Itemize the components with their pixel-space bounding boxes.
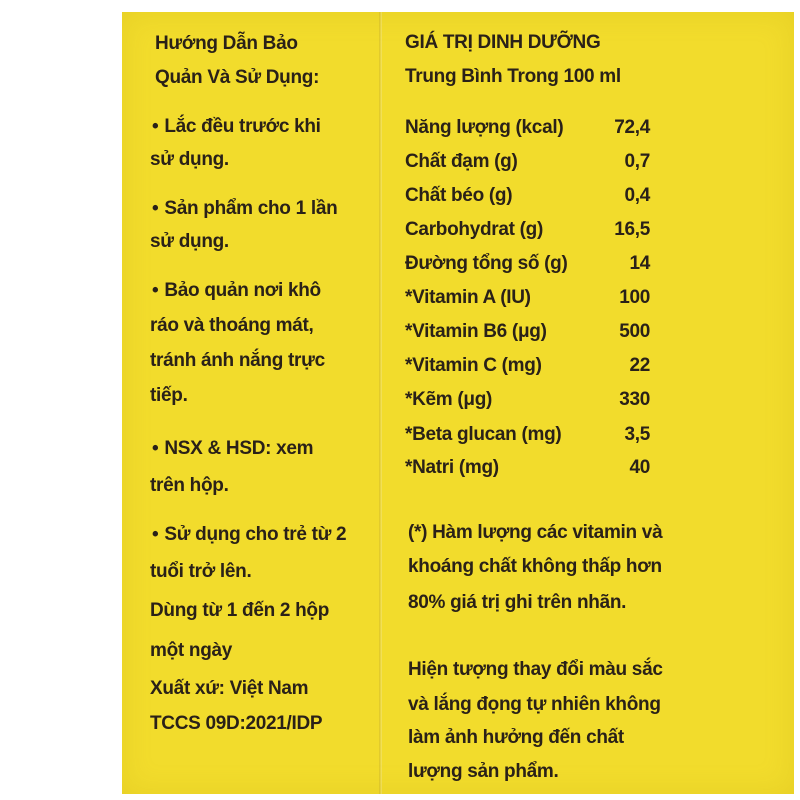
nutrient-value: 72,4: [614, 117, 650, 138]
notice-line3: làm ảnh hưởng đến chất: [408, 727, 624, 748]
nutrition-title: GIÁ TRỊ DINH DƯỠNG: [405, 32, 601, 53]
instruction-4-line2: trên hộp.: [150, 475, 229, 496]
instruction-1-line2: sử dụng.: [150, 149, 229, 170]
instruction-4-line1: • NSX & HSD: xem: [152, 437, 313, 461]
nutrient-name: *Beta glucan (mg): [405, 424, 562, 445]
dosage-line1: Dùng từ 1 đến 2 hộp: [150, 600, 330, 621]
nutrient-value: 16,5: [614, 219, 650, 240]
nutrient-name: Năng lượng (kcal): [405, 117, 564, 138]
nutrient-name: *Kẽm (μg): [405, 389, 493, 410]
nutrient-name: *Natri (mg): [405, 457, 499, 478]
standard-code: TCCS 09D:2021/IDP: [150, 713, 323, 734]
vitamin-note-line2: khoáng chất không thấp hơn: [408, 556, 662, 577]
instruction-1-line1: • Lắc đều trước khi: [152, 115, 321, 139]
origin: Xuất xứ: Việt Nam: [150, 678, 309, 699]
instructions-title-line2: Quản Và Sử Dụng:: [155, 67, 320, 88]
instruction-3-line4: tiếp.: [150, 385, 188, 406]
instruction-5-line1: • Sử dụng cho trẻ từ 2: [152, 523, 346, 547]
nutrient-value: 3,5: [624, 424, 650, 445]
nutrient-value: 100: [619, 287, 650, 308]
nutrient-value: 0,4: [624, 185, 650, 206]
nutrient-value: 0,7: [624, 151, 650, 172]
nutrient-value: 330: [619, 389, 650, 410]
nutrient-name: *Vitamin B6 (μg): [405, 321, 547, 342]
nutrient-value: 40: [629, 457, 650, 478]
notice-line1: Hiện tượng thay đổi màu sắc: [408, 659, 663, 680]
instruction-3-line1: • Bảo quản nơi khô: [152, 279, 321, 303]
instruction-3-line2: ráo và thoáng mát,: [150, 315, 314, 336]
nutrient-name: *Vitamin A (IU): [405, 287, 531, 308]
label-fold: [379, 12, 382, 794]
vitamin-note-line1: (*) Hàm lượng các vitamin và: [408, 522, 663, 543]
instruction-5-line2: tuổi trở lên.: [150, 561, 252, 582]
nutrient-name: Đường tổng số (g): [405, 253, 568, 274]
nutrient-name: *Vitamin C (mg): [405, 355, 542, 376]
instruction-3-line3: tránh ánh nắng trực: [150, 350, 325, 371]
nutrient-value: 500: [619, 321, 650, 342]
notice-line2: và lắng đọng tự nhiên không: [408, 694, 661, 715]
dosage-line2: một ngày: [150, 640, 233, 661]
nutrient-name: Carbohydrat (g): [405, 219, 544, 240]
nutrition-subtitle: Trung Bình Trong 100 ml: [405, 66, 621, 87]
vitamin-note-line3: 80% giá trị ghi trên nhãn.: [408, 592, 627, 613]
notice-line4: lượng sản phẩm.: [408, 761, 559, 782]
nutrient-value: 14: [629, 253, 650, 274]
instructions-title-line1: Hướng Dẫn Bảo: [155, 33, 298, 54]
instruction-2-line1: • Sản phẩm cho 1 lần: [152, 197, 337, 221]
nutrient-name: Chất béo (g): [405, 185, 513, 206]
instruction-2-line2: sử dụng.: [150, 231, 229, 252]
nutrient-value: 22: [629, 355, 650, 376]
nutrient-name: Chất đạm (g): [405, 151, 518, 172]
